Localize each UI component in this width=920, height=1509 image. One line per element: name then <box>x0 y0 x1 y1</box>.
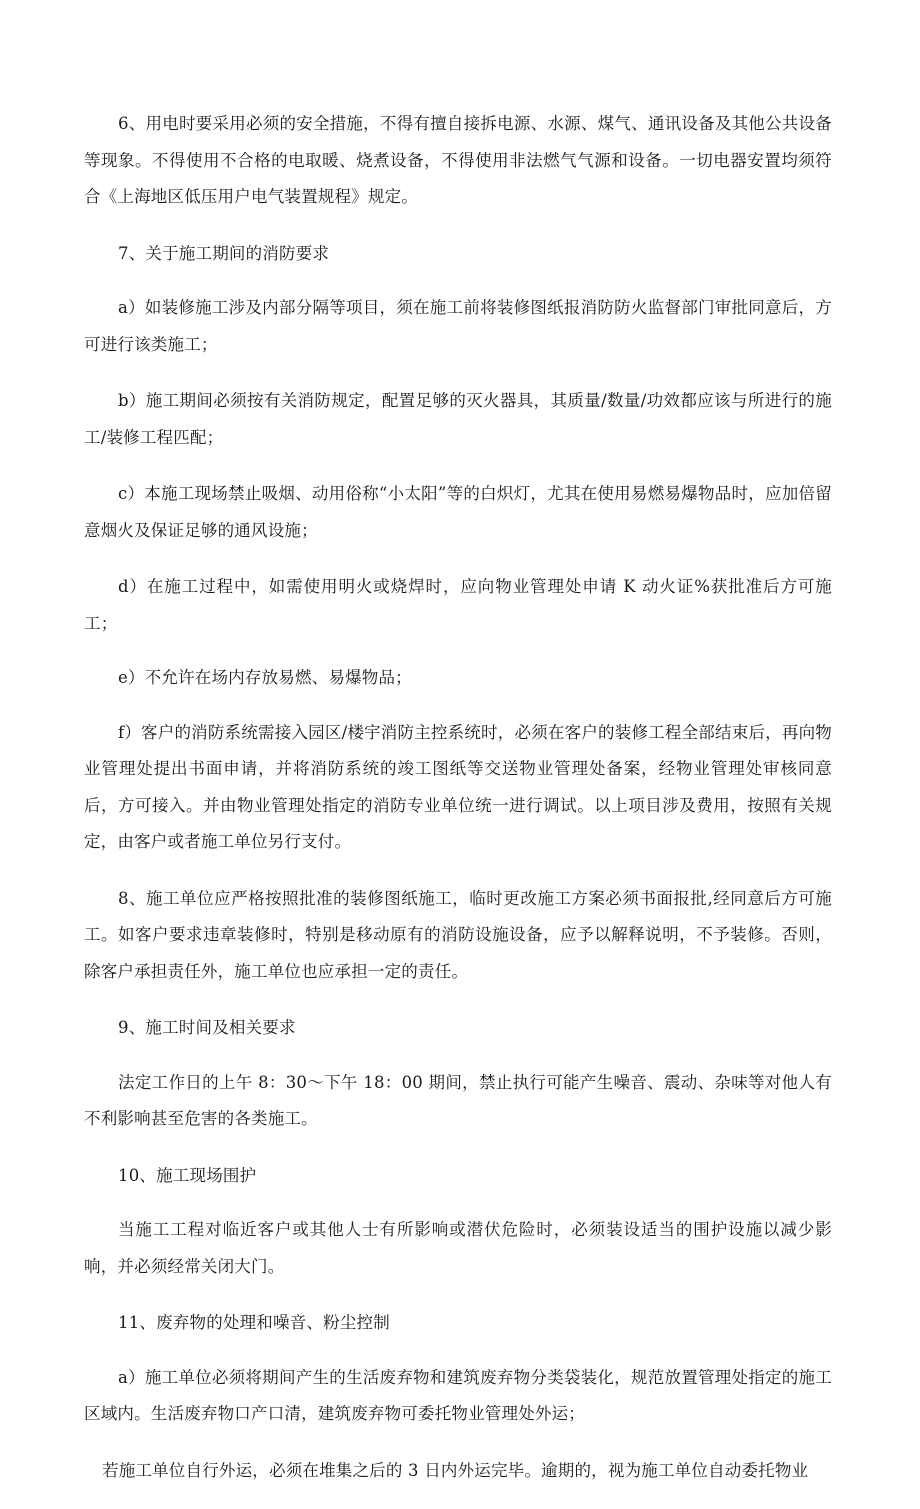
paragraph-construction-time: 法定工作日的上午 8：30～下午 18：00 期间，禁止执行可能产生噪音、震动、杂味等对他人有不利影响甚至危害的各类施工。 <box>84 1072 832 1128</box>
paragraph-fire-b: b）施工期间必须按有关消防规定，配置足够的灭火器具，其质量/数量/功效都应该与所进行的施工/装修工程匹配； <box>84 391 832 447</box>
paragraph-fire-c: c）本施工现场禁止吸烟、动用俗称“小太阳”等的白炽灯，尤其在使用易燃易爆物品时，应加倍留意烟火及保证足够的通风设施； <box>84 484 832 540</box>
paragraph-waste-a: a）施工单位必须将期间产生的生活废弃物和建筑废弃物分类袋装化，规范放置管理处指定的施工区域内。生活废弃物口产口清，建筑废弃物可委托物业管理处外运； <box>84 1367 832 1423</box>
paragraph-fire-e: e）不允许在场内存放易燃、易爆物品； <box>118 668 412 687</box>
paragraph-waste-self-transport: 若施工单位自行外运，必须在堆集之后的 3 日内外运完毕。逾期的，视为施工单位自动委托物业 <box>102 1460 809 1480</box>
paragraph-site-enclosure: 当施工工程对临近客户或其他人士有所影响或潜伏危险时，必须装设适当的围护设施以减少影响，并必须经常关闭大门。 <box>84 1220 832 1276</box>
paragraph-electricity-safety: 6、用电时要采用必须的安全措施，不得有擅自接拆电源、水源、煤气、通讯设备及其他公共设备等现象。不得使用不合格的电取暖、烧煮设备，不得使用非法燃气气源和设备。一切电器安置均须符合《上海地区低压用户电气装置规程》规定。 <box>84 114 832 206</box>
paragraph-construction-drawings: 8、施工单位应严格按照批准的装修图纸施工，临时更改施工方案必须书面报批,经同意后方可施工。如客户要求违章装修时，特别是移动原有的消防设施设备，应予以解释说明，不予装修。否则，除客户承担责任外，施工单位也应承担一定的责任。 <box>84 888 832 981</box>
heading-site-enclosure: 10、施工现场围护 <box>118 1165 257 1185</box>
paragraph-fire-a: a）如装修施工涉及内部分隔等项目，须在施工前将装修图纸报消防防火监督部门审批同意后，方可进行该类施工； <box>84 298 832 354</box>
document-body <box>84 106 832 1509</box>
heading-fire-requirements: 7、关于施工期间的消防要求 <box>118 243 330 263</box>
heading-waste-noise-dust: 11、废弃物的处理和噪音、粉尘控制 <box>118 1313 390 1332</box>
paragraph-fire-f: f）客户的消防系统需接入园区/楼宇消防主控系统时，必须在客户的装修工程全部结束后，再向物业管理处提出书面申请，并将消防系统的竣工图纸等交送物业管理处备案，经物业管理处审核同意后，方可接入。并由物业管理处指定的消防专业单位统一进行调试。以上项目涉及费用，按照有关规定，由客户或者施工单位另行支付。 <box>84 722 832 851</box>
paragraph-fire-d: d）在施工过程中，如需使用明火或烧焊时，应向物业管理处申请 K 动火证%获批准后方可施工； <box>84 577 832 633</box>
heading-construction-time: 9、施工时间及相关要求 <box>118 1018 296 1037</box>
